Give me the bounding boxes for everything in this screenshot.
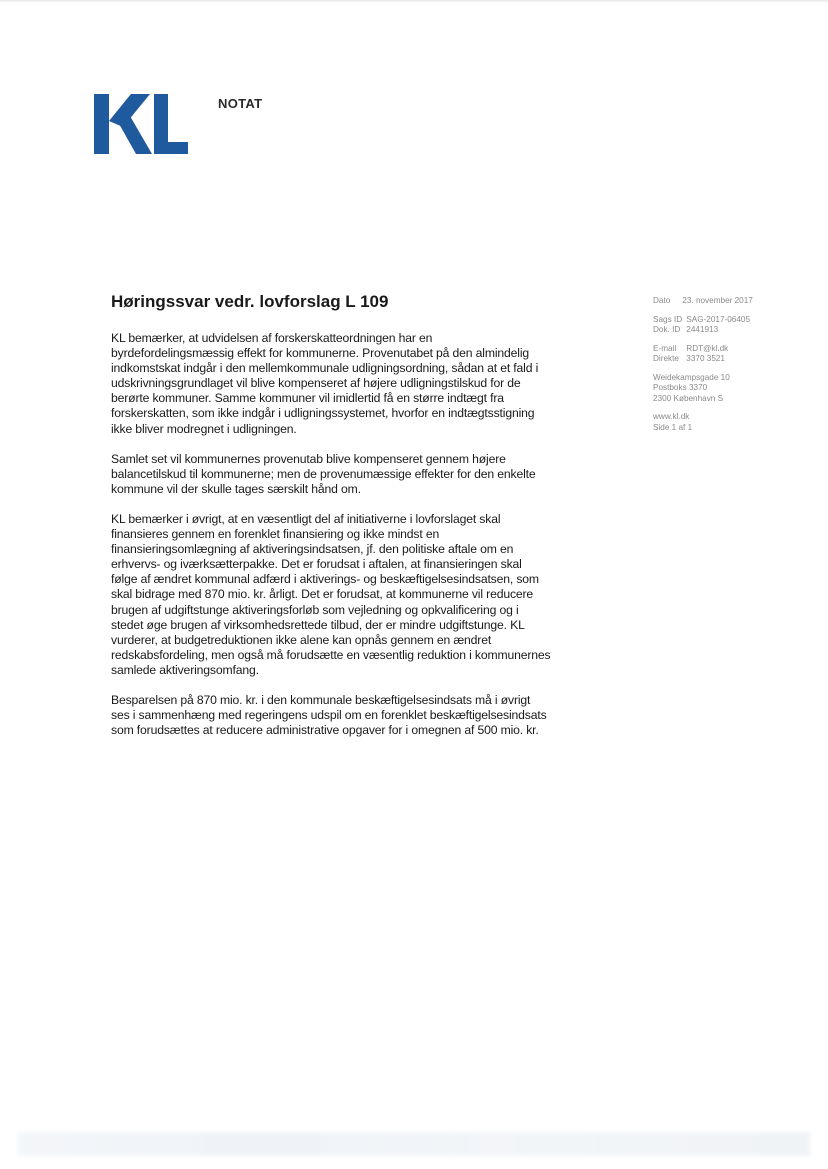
ids-group [653, 315, 803, 336]
phone-label: Direkte [653, 354, 679, 363]
web-group [653, 412, 803, 433]
kl-logo-mark [94, 94, 188, 154]
scan-bottom-band [18, 1132, 810, 1156]
doc-id-value: 2441913 [686, 325, 719, 334]
address-line: Postboks 3370 [653, 383, 708, 392]
date-label: Dato [653, 296, 671, 305]
website: www.kl.dk [653, 412, 690, 421]
contact-group [653, 344, 803, 365]
paragraph: Samlet set vil kommunernes provenutab blive kompenseret gennem højere balancetilskud til kommunerne; men de provenumæssige effekter for den enkelte kommune vil der skulle tages særskilt hånd om. [111, 451, 536, 496]
paragraph: Besparelsen på 870 mio. kr. i den kommunale beskæftigelsesindsats må i øvrigt ses i sammenhæng med regeringens udspil om en forenklet beskæftigelsesindsats som forudsættes at reducere administrative opgaver for i omegnen af 500 mio. kr. [111, 692, 547, 738]
case-id-label: Sags ID [653, 314, 683, 324]
case-id-row [653, 315, 803, 326]
date-group [653, 296, 803, 307]
email-row [653, 344, 803, 355]
email-value: RDT@kl.dk [686, 343, 729, 353]
paragraph: KL bemærker i øvrigt, at en væsentligt del af initiativerne i lovforslaget skal finansieres gennem en forenklet finansiering og ikke mindst en finansieringsomlægning af aktiveringsindsatsen, jf. den politiske aftale om en erhvervs- og iværksætterpakke. Det er forudsat i aftalen, at finansieringen skal følge af ændret kommunal adfærd i aktiverings- og beskæftigelsesindsatsen, som skal bidrage med 870 mio. kr. årligt. Det er forudsat, at kommunerne vil reducere brugen af udgiftstunge aktiveringsforløb som vejledning og opkvalificering og i stedet øge brugen af virksomhedsrettede tilbud, der er mindre udgiftstunge. KL vurderer, at budgetreduktionen ikke alene kan opnås gennem en ændret redskabsfordeling, men også må forudsætte en væsentlig reduktion i kommunernes samlede aktiveringsomfang. [111, 511, 551, 677]
document-metadata [653, 296, 803, 441]
date-row [653, 296, 803, 307]
paragraph: KL bemærker, at udvidelsen af forskerskatteordningen har en byrdefordelingsmæssig effekt for kommunerne. Provenutabet på den almindelig indkomstskat indgår i den mellemkommunale udligningsordning, sådan at et fald i udskrivningsgrundlaget vil blive kompenseret af højere udligningstilskud for de berørte kommuner. Samme kommuner vil imidlertid få en større indtægt fra forskerskatten, som ikke indgår i udligningssystemet, hvorfor en indtægtsstigning ikke bliver modregnet i udligningen. [111, 331, 539, 436]
kl-logo [94, 94, 188, 154]
address-line: Weidekampsgade 10 [653, 372, 730, 382]
document-body [111, 331, 551, 753]
address-group [653, 373, 803, 405]
address-line: 2300 København S [653, 393, 724, 403]
phone-row [653, 354, 803, 365]
page-top-edge [0, 0, 828, 3]
phone-value: 3370 3521 [686, 354, 725, 363]
case-id-value: SAG-2017-06405 [686, 314, 751, 324]
email-label: E-mail [653, 343, 677, 353]
doc-id-row [653, 325, 803, 336]
page-title: Høringssvar vedr. lovforslag L 109 [111, 292, 389, 311]
document-type-label: NOTAT [218, 96, 263, 111]
page-number: Side 1 af 1 [653, 422, 693, 432]
date-value: 23. november 2017 [682, 296, 753, 305]
doc-id-label: Dok. ID [653, 325, 681, 334]
